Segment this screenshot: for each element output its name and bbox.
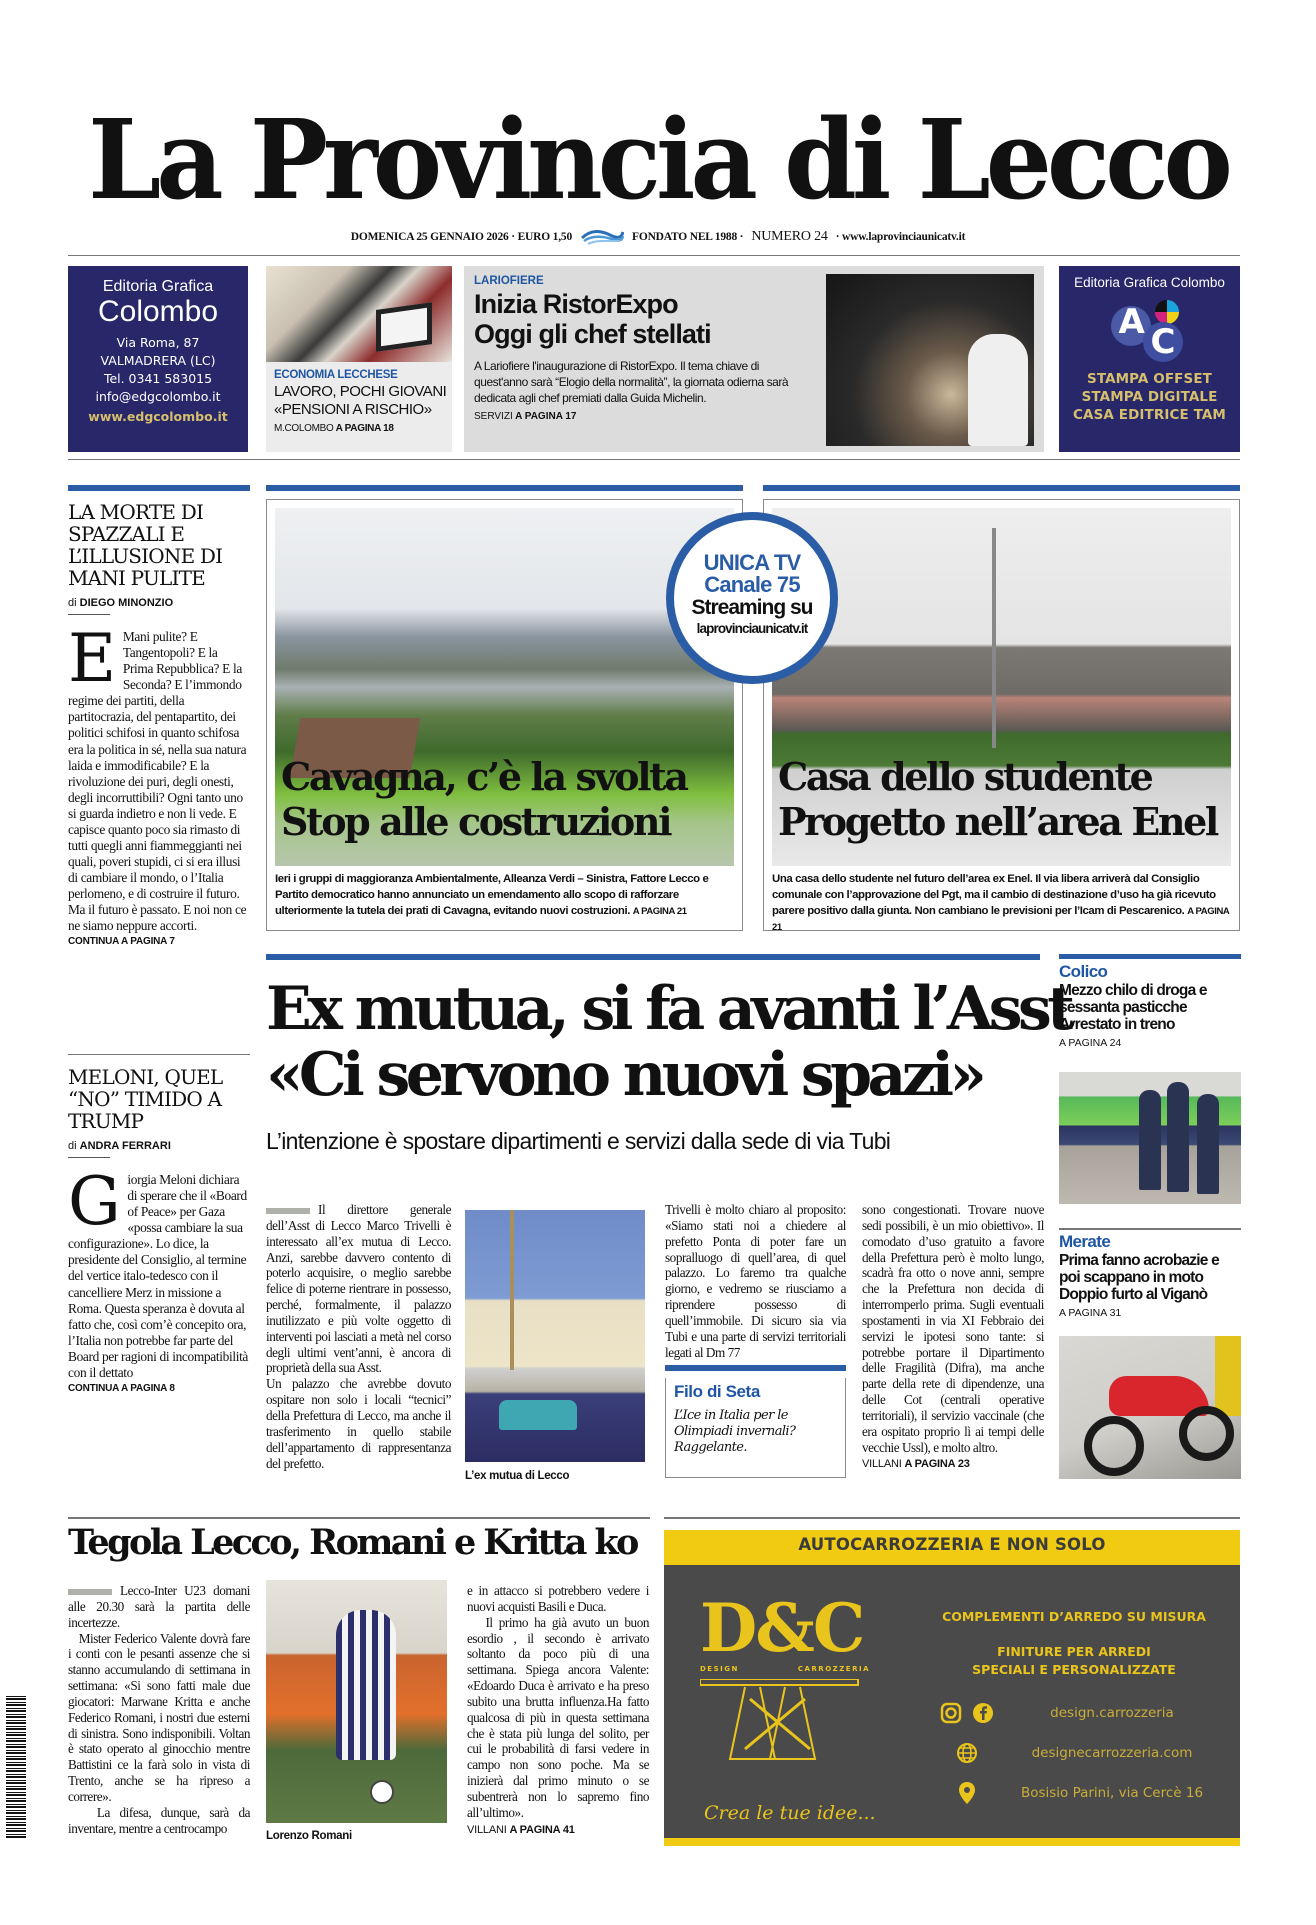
promo-kicker: LARIOFIERE	[474, 275, 544, 287]
byline-prefix: di	[68, 1140, 77, 1152]
article-column	[467, 1583, 649, 1837]
editorial-title[interactable]: MELONI, QUEL “NO” TIMIDO A TRUMP	[68, 1065, 223, 1133]
article-text: Lecco-Inter U23 domani alle 20.30 sarà la partita delle incertezze.	[68, 1583, 250, 1630]
filo-title: Filo di Seta	[674, 1382, 760, 1401]
continue-link[interactable]: CONTINUA A PAGINA 7	[68, 936, 175, 948]
lead-marker	[266, 1208, 310, 1214]
table-icon	[700, 1679, 860, 1769]
brief[interactable]	[1059, 962, 1243, 1049]
ad-line: COMPLEMENTI D’ARREDO SU MISURA	[942, 1609, 1206, 1624]
main-subtitle: L’intenzione è spostare dipartimenti e servizi dalla sede di via Tubi	[266, 1128, 891, 1154]
ad-website: www.edgcolombo.it	[88, 409, 228, 425]
brief-page-ref[interactable]: A PAGINA 31	[1059, 1306, 1122, 1319]
dateline-date-price: DOMENICA 25 GENNAIO 2026 · EURO 1,50	[350, 231, 572, 243]
dateline	[0, 228, 1316, 246]
promo-page-ref: A PAGINA 17	[515, 411, 577, 423]
filo-di-seta-box	[665, 1378, 846, 1478]
page-ref[interactable]: A PAGINA 23	[904, 1457, 970, 1470]
logo-letter-c: C	[1150, 322, 1176, 362]
ad-banner: AUTOCARROZZERIA E NON SOLO	[798, 1535, 1106, 1554]
dropcap: G	[68, 1163, 121, 1240]
instagram-icon	[940, 1702, 962, 1724]
article-column	[862, 1202, 1044, 1471]
promo-headline	[474, 289, 814, 349]
editorial-divider	[68, 1054, 250, 1055]
bottom-rule	[68, 1517, 650, 1519]
brief-headline[interactable]: Prima fanno acrobazie e poi scappano in moto Doppio furto al Viganò	[1059, 1251, 1219, 1304]
globe-icon	[956, 1742, 978, 1764]
editorial-body	[68, 1163, 250, 1381]
main-headline	[266, 974, 1071, 1110]
editorial-byline	[68, 597, 250, 609]
photo-police-train	[1059, 1072, 1241, 1204]
promo-headline-line: Inizia RistorExpo	[474, 288, 678, 319]
brief-divider	[1059, 1228, 1241, 1230]
ad-brand: Colombo	[97, 295, 219, 329]
wave-logo-icon	[580, 228, 624, 246]
badge-url: laprovinciaunicatv.it	[696, 621, 808, 637]
headline-line: Ex mutua, si fa avanti l’Asst	[266, 974, 1071, 1044]
ad-line: Editoria Grafica Colombo	[1074, 275, 1225, 290]
lead-marker	[68, 1589, 112, 1595]
article-column	[266, 1202, 451, 1471]
headline-line: Cavagna, c’è la svolta	[281, 754, 687, 799]
promo-author: SERVIZI	[474, 411, 513, 423]
page-ref[interactable]: A PAGINA 41	[509, 1823, 575, 1836]
article-signature	[467, 1824, 649, 1837]
promo-ref	[474, 411, 814, 422]
editorial-text: iorgia Meloni dichiara di sperare che il «Board of Peace» per Gaza «possa cambiare la sua configurazione». Lo dice, la presidente del Consiglio, al termine del vertice italo-tedesco con il cancelliere Merz in missione a Roma. Questa speranza è dovuta al fatto che, così com’è concepito ora, l’Italia non potrebbe far parte del Board per ragioni di incompatibilità con il dettato	[68, 1172, 249, 1380]
logo-design: DESIGN	[700, 1665, 739, 1673]
promo-headline-line: Oggi gli chef stellati	[474, 319, 711, 350]
article-text: Il direttore generale dell’Asst di Lecco Marco Trivelli è interessato all’ex mutua di Lecco. Anzi, sarebbe davvero contento di poterlo acquisire, o meglio sarebbe felice di poterne rientrare in possesso, perché, formalmente, il palazzo inutilizzato e più volte oggetto di interventi poi lasciati a metà nel corso degli ultimi vent’anni, è ancora di proprietà della sua Asst.	[266, 1202, 451, 1376]
badge-line: Streaming su	[691, 596, 813, 620]
ad-website[interactable]: designecarrozzeria.com	[1031, 1745, 1193, 1761]
story-casa-studente[interactable]	[763, 499, 1240, 931]
ad-service: STAMPA OFFSET	[1087, 371, 1212, 387]
ad-contact-address	[932, 1781, 1222, 1805]
promo-economia[interactable]	[266, 266, 452, 452]
dateline-issue-number: NUMERO 24	[751, 229, 828, 244]
article-signature	[862, 1458, 1044, 1471]
page-ref[interactable]: A PAGINA 21	[772, 905, 1230, 931]
summary-text: Una casa dello studente nel futuro dell’area ex Enel. Il via libera arriverà dal Consiglio comunale con l’approvazione del Pgt, ma il cambio di destinazione d’uso ha già ricevuto parere positivo dalla giunta. Non cambiano le previsioni per l’Icam di Pescarenico.	[772, 873, 1216, 917]
article-text: Un palazzo che avrebbe dovuto ospitare non solo i locali “tecnici” della Prefettura di Lecco, ma anche il trasferimento in quello stabile dell’appartamento di rappresentanza del prefetto.	[266, 1376, 451, 1471]
top-row-rule	[68, 459, 1240, 460]
ad-line: FINITURE PER ARREDI	[997, 1644, 1151, 1659]
masthead-title: La Provincia di Lecco	[88, 94, 1228, 225]
masthead-rule	[68, 255, 1240, 256]
promo-headline-line: LAVORO, POCHI GIOVANI	[274, 382, 447, 400]
ad-phone: Tel. 0341 583015	[103, 371, 213, 387]
ad-tagline: Crea le tue idee...	[704, 1802, 876, 1824]
bottom-rule	[664, 1517, 1240, 1519]
editorial-body	[68, 620, 250, 934]
photo-lorenzo-romani	[266, 1580, 447, 1823]
byline-author: ANDRA FERRARI	[79, 1140, 171, 1152]
article-column	[68, 1583, 250, 1837]
story-summary	[772, 872, 1231, 931]
barcode-icon	[6, 1695, 26, 1838]
ad-editoria-colombo[interactable]	[68, 266, 248, 452]
brief-headline[interactable]: Mezzo chilo di droga e sessanta pasticche Arrestato in treno	[1059, 981, 1207, 1034]
ad-line: Editoria Grafica	[102, 278, 214, 295]
ad-editoria-colombo-stampa[interactable]	[1059, 266, 1240, 452]
brief-kicker: Colico	[1059, 962, 1108, 981]
ad-service: STAMPA DIGITALE	[1081, 389, 1218, 406]
ad-service: CASA EDITRICE TAM	[1073, 407, 1226, 424]
ad-email: info@edgcolombo.it	[95, 389, 221, 405]
byline-rule	[68, 1157, 110, 1158]
article-column: Trivelli è molto chiaro al proposito: «Siamo stati noi a chiedere al prefetto Ponta di poter fare un sopralluogo di quell’area, di quel palazzo. Lo faremo tra qualche giorno, e vedremo se riusciamo a riprendere possesso di quell’immobile. Di sicuro sia via Tubi e una parte di servizi territoriali legati al Dm 77	[665, 1202, 846, 1360]
section-bar	[665, 1365, 846, 1371]
byline-rule	[68, 614, 110, 615]
dc-logo	[700, 1589, 880, 1765]
photo-motorbike	[1059, 1336, 1241, 1479]
ad-design-carrozzeria[interactable]	[664, 1530, 1240, 1846]
editorial	[68, 501, 250, 947]
story-summary	[275, 872, 734, 920]
logo-carrozzeria: CARROZZERIA	[797, 1665, 870, 1673]
article-text: Il primo ha già avuto un buon esordio , il secondo è arrivato soltanto da poco più di una settimana. Spiega ancora Valente: «Edoardo Duca è arrivato e ha preso subito una brutta influenza.Ha fatto qualcosa di più in questa settimana che è stata più lunga del solito, per cui le probabilità di farsi vedere in campo non sono poche. Ma se inizierà dal primo minuto o se subentrerà non lo sapremo fino all’ultimo».	[467, 1614, 649, 1820]
page-ref[interactable]: A PAGINA 21	[632, 905, 687, 917]
signature-author: VILLANI	[862, 1457, 902, 1470]
map-pin-icon	[958, 1781, 976, 1805]
logo-text: D&C	[700, 1589, 864, 1667]
social-handle: design.carrozzeria	[1050, 1705, 1174, 1721]
headline-line: Progetto nell’area Enel	[778, 798, 1217, 844]
dateline-founded: FONDATO NEL 1988 ·	[632, 231, 744, 243]
article-text: sono congestionati. Trovare nuove sedi possibili, è un mio obiettivo». Il comodato d’uso gratuito a favore della Prefettura però è molto lungo, scadrà fra otto o nove anni, sempre che la Prefettura non decida di interromperlo prima. Sugli eventuali spostamenti in via XI Febbraio dei servizi le ipotesi sono tante: si potrebbe portare il Dipartimento delle Fragilità (Difra), ma anche parte della rete di dipendenze, una delle Cot (centrali operative territoriali), il servizio vaccinale (che era ospitato proprio lì ai tempi delle vecchie Ussl), e molto altro.	[862, 1202, 1044, 1455]
byline-prefix: di	[68, 597, 77, 609]
logo-subtitle	[700, 1665, 870, 1673]
photo-caption: Lorenzo Romani	[266, 1830, 352, 1842]
section-bar	[68, 485, 250, 491]
article-text: La difesa, dunque, sarà da inventare, mentre a centrocampo	[68, 1804, 250, 1836]
brief-page-ref[interactable]: A PAGINA 24	[1059, 1036, 1122, 1049]
headline-line: Casa dello studente	[778, 754, 1152, 799]
section-bar	[1059, 954, 1241, 959]
brief-kicker: Merate	[1059, 1232, 1111, 1251]
photo-ex-mutua	[465, 1210, 645, 1462]
ad-line: SPECIALI E PERSONALIZZATE	[972, 1661, 1176, 1677]
photo-caption: L’ex mutua di Lecco	[465, 1470, 570, 1482]
ad-contact-social	[932, 1702, 1222, 1724]
story-headline	[281, 755, 731, 845]
promo-headline	[274, 383, 450, 420]
story-cavagna[interactable]	[266, 499, 743, 931]
section-bar	[266, 954, 1040, 960]
editorial-byline	[68, 1140, 250, 1152]
editorial-title[interactable]: LA MORTE DI SPAZZALI E L’ILLUSIONE DI MANI PULITE	[68, 500, 223, 590]
promo-kicker: ECONOMIA LECCHESE	[274, 369, 398, 381]
filo-text: L’Ice in Italia per le Olimpiadi invernali? Raggelante.	[674, 1408, 796, 1455]
story-headline	[778, 755, 1228, 845]
headline-line: Stop alle costruzioni	[281, 798, 671, 844]
editorial	[68, 1066, 250, 1394]
ad-lines	[914, 1643, 1234, 1678]
promo-ref	[274, 423, 450, 434]
dropcap: E	[68, 620, 116, 697]
article-text: e in attacco si potrebbero vedere i nuovi acquisti Basili e Duca.	[467, 1583, 649, 1614]
summary-text: Ieri i gruppi di maggioranza Ambientalmente, Alleanza Verdi – Sinistra, Fattore Lecco e Partito democratico hanno annunciato un emendamento allo scopo di rafforzare ulteriormente la tutela dei prati di Cavagna, evitando nuovi costruzioni.	[275, 873, 709, 917]
ad-address: Bosisio Parini, via Cercè 16	[1020, 1785, 1204, 1801]
facebook-icon	[972, 1702, 994, 1724]
logo-letter-a: A	[1118, 302, 1145, 342]
promo-photo-office	[266, 266, 452, 362]
brief[interactable]	[1059, 1232, 1243, 1319]
sport-headline[interactable]: Tegola Lecco, Romani e Kritta ko	[68, 1522, 637, 1563]
unica-tv-badge[interactable]	[666, 512, 838, 684]
byline-author: DIEGO MINONZIO	[79, 597, 174, 609]
promo-lariofiere[interactable]	[464, 266, 1044, 452]
promo-body: A Lariofiere l'inaugurazione di RistorExpo. Il tema chiave di quest'anno sarà “Elogio della normalità”, la giornata odierna sarà dedicata agli chef premiati dalla Guida Michelin.	[474, 359, 789, 405]
ad-address: Via Roma, 87	[116, 334, 200, 350]
signature-author: VILLANI	[467, 1823, 507, 1836]
promo-page-ref: A PAGINA 18	[335, 422, 394, 434]
headline-line: «Ci servono nuovi spazi»	[266, 1040, 983, 1110]
dateline-url[interactable]: · www.laprovinciaunicatv.it	[835, 231, 966, 243]
editorial-text: Mani pulite? E Tangentopoli? E la Prima Repubblica? E la Seconda? E l’immondo regime dei partiti, della partitocrazia, del pentapartito, dei politici schifosi in quanto schifosa era la politica in sé, nella sua natura laida e immodificabile? E la rivoluzione dei puri, degli onesti, degli incorruttibili? Ogni tanto uno si guarda indietro e non li vede. E capisce quanto poco sia rimasto di tutti quegli anni fiammeggianti nei quali, poveri stupidi, ci si era illusi di cambiare il mondo, o l’Italia perlomeno, e di costruire il futuro. Ma il futuro è passato. E noi non ce ne siamo neppure accorti.	[68, 629, 247, 934]
promo-author: M.COLOMBO	[274, 422, 334, 434]
article-text: Mister Federico Valente dovrà fare i conti con le pesanti assenze che si stanno accumulando di settimana in settimana: «Si sono fatti male due giocatori: Marwane Kritta e anche Federico Romani, i nostri due esterni di sinistra. Sono indisponibili. Voltan è stato operato al ginocchio mentre Battistini ce la farà solo in vista di Trento, anche se ha ripreso a correre».	[68, 1630, 250, 1804]
ad-city: VALMADRERA (LC)	[100, 353, 216, 369]
section-bar	[763, 485, 1240, 491]
promo-photo-chefs	[826, 274, 1034, 446]
badge-line: Canale 75	[704, 571, 800, 597]
ad-contact-web	[932, 1742, 1222, 1764]
continue-link[interactable]: CONTINUA A PAGINA 8	[68, 1383, 175, 1395]
section-bar	[266, 485, 743, 491]
promo-headline-line: «PENSIONI A RISCHIO»	[274, 401, 432, 419]
ac-logo-icon	[1105, 300, 1195, 362]
badge-line: UNICA TV	[703, 550, 801, 575]
